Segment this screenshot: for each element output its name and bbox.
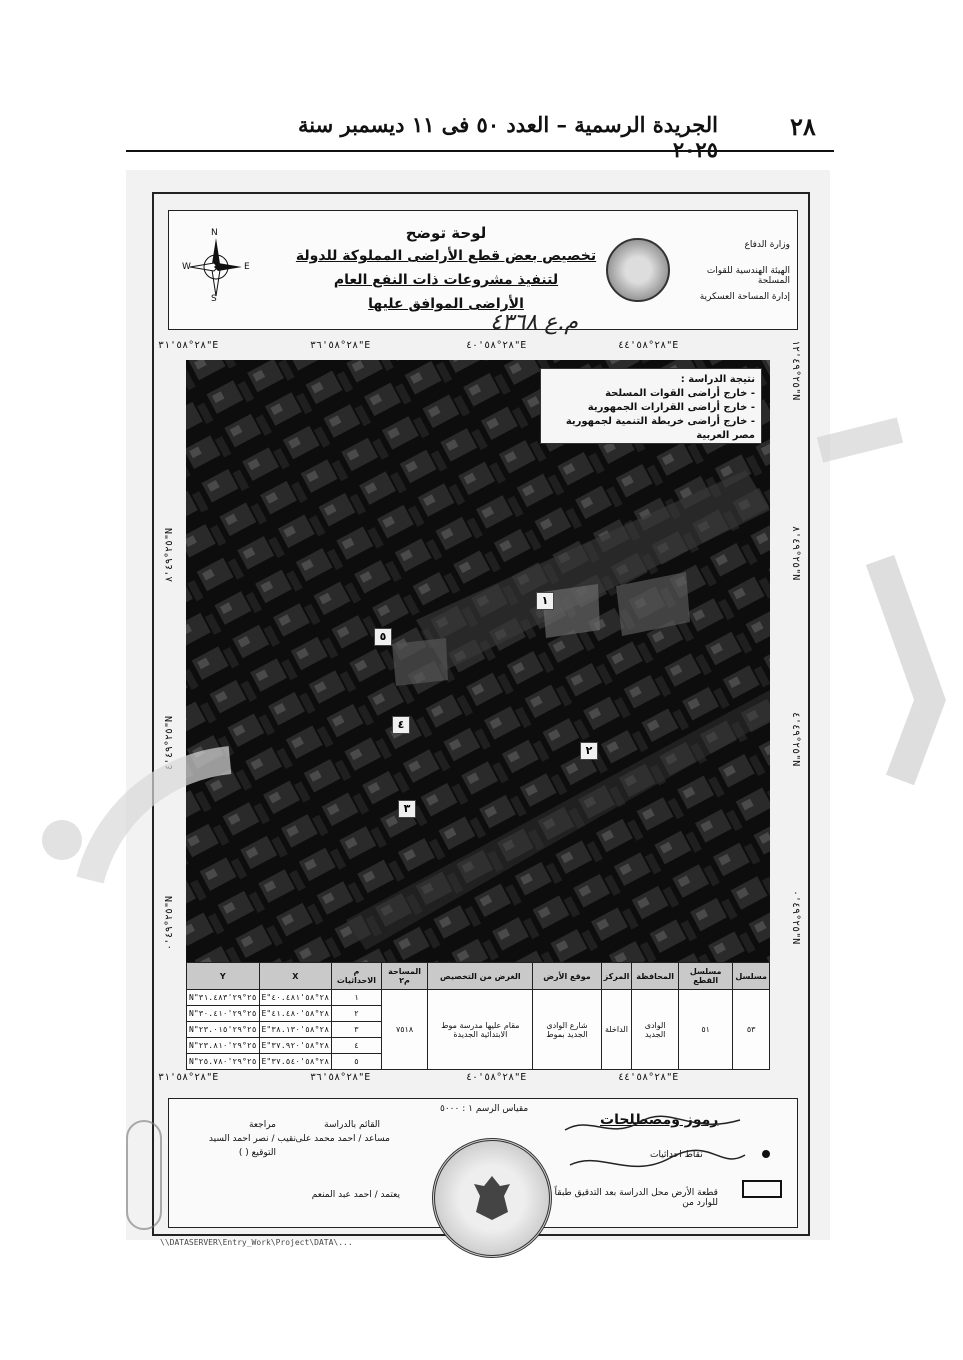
cell-point-no: ٣ — [332, 1022, 382, 1038]
compass-rose-icon — [186, 232, 246, 302]
handwritten-signatures — [560, 1110, 750, 1190]
compass-e: E — [244, 262, 250, 272]
header-rule — [126, 150, 834, 152]
scale-label: مقياس الرسم ١ : ٥٠٠٠ — [440, 1104, 529, 1114]
reviewer-signature: التوقيع ( ) — [238, 1148, 276, 1158]
coord-left-2: ٢٥°٤٩'٤"N — [164, 716, 175, 771]
point-label-1: ١ — [536, 592, 554, 610]
gazette-title: الجريدة الرسمية – العدد ٥٠ فى ١١ ديسمبر سنة ٢٠٢٥ — [298, 112, 718, 162]
cell-x: ٢٨°٥٨'٣٧.٥٤٠"E — [259, 1054, 332, 1070]
cell-y: ٢٥°٢٩'٢٣.٨١٠"N — [187, 1038, 260, 1054]
approver-name: يعتمد / احمد عبد المنعم — [311, 1190, 400, 1200]
th-x: X — [259, 963, 332, 990]
coord-top-4: ٢٨°٥٨'٤٤"E — [618, 340, 679, 351]
cell-governorate: الوادى الجديد — [632, 990, 679, 1070]
side-stamp — [126, 1120, 162, 1230]
title-line-3: الأراضى الموافق عليها — [368, 296, 524, 312]
compass-s: S — [211, 294, 217, 304]
eagle-emblem-icon — [470, 1172, 514, 1224]
cell-y: ٢٥°٢٩'٣١.٤٨٣"N — [187, 990, 260, 1006]
th-coord-no: م الاحداثيات — [332, 963, 382, 990]
cell-x: ٢٨°٥٨'٣٧.٩٢٠"E — [259, 1038, 332, 1054]
th-governorate: المحافظة — [632, 963, 679, 990]
coord-left-1: ٢٥°٤٩'٨"N — [164, 528, 175, 583]
plot-data-table — [186, 962, 770, 1070]
coord-top-2: ٢٨°٥٨'٣٦"E — [310, 340, 371, 351]
org-line-3: إدارة المساحة العسكرية — [699, 292, 790, 302]
study-result-title: نتيجة الدراسة : — [680, 374, 755, 385]
cell-location: شارع الوادى الجديد بموط — [533, 990, 601, 1070]
coord-bottom-1: ٢٨°٥٨'٣١"E — [158, 1072, 219, 1083]
th-location: موقع الأرض — [533, 963, 601, 990]
point-label-3: ٣ — [398, 800, 416, 818]
reviewer-name: نقيب / نصر احمد السيد — [208, 1134, 296, 1144]
title-line-1: تخصيص بعض قطع الأراضى المملوكة للدولة — [295, 248, 597, 264]
point-label-5: ٥ — [374, 628, 392, 646]
th-area: المساحة م٢ — [381, 963, 428, 990]
aerial-texture — [186, 360, 770, 962]
coord-right-4: ٢٥°٤٩'٠"N — [790, 890, 801, 945]
cell-y: ٢٥°٢٩'٣٠.٤١٠"N — [187, 1006, 260, 1022]
cell-x: ٢٨°٥٨'٣٨.١٣٠"E — [259, 1022, 332, 1038]
cell-point-no: ١ — [332, 990, 382, 1006]
th-y: Y — [187, 963, 260, 990]
cell-serial: ٥٣ — [733, 990, 770, 1070]
th-center: المركز — [601, 963, 632, 990]
studied-by-title: القائم بالدراسة — [324, 1120, 380, 1130]
coord-bottom-2: ٢٨°٥٨'٣٦"E — [310, 1072, 371, 1083]
title-line-2: لتنفيذ مشروعات ذات النفع العام — [333, 272, 559, 288]
coord-top-3: ٢٨°٥٨'٤٠"E — [466, 340, 527, 351]
ministry-emblem-icon — [606, 238, 670, 302]
footer-file-path: \\DATASERVER\Entry_Work\Project\DATA\... — [160, 1238, 353, 1247]
cell-plot-serial: ٥١ — [679, 990, 733, 1070]
compass-w: W — [182, 262, 191, 272]
coord-bottom-4: ٢٨°٥٨'٤٤"E — [618, 1072, 679, 1083]
compass-n: N — [211, 228, 218, 238]
coord-left-3: ٢٥°٤٩'٠"N — [164, 896, 175, 951]
cell-x: ٢٨°٥٨'٤٠.٤٨١"E — [259, 990, 332, 1006]
th-purpose: الغرض من التخصيص — [428, 963, 533, 990]
study-result-item-3: - خارج أراضى خريطة التنمية لجمهورية مصر العربية — [565, 416, 755, 441]
table-header-row — [187, 963, 770, 990]
cell-point-no: ٢ — [332, 1006, 382, 1022]
coord-top-1: ٢٨°٥٨'٣١"E — [158, 340, 219, 351]
studier-name: مساعد / احمد محمد على — [295, 1134, 390, 1144]
th-plot-serial: مسلسل القطع — [679, 963, 733, 990]
cell-purpose: مقام عليها مدرسة موط الابتدائية الجديدة — [428, 990, 533, 1070]
cell-point-no: ٥ — [332, 1054, 382, 1070]
coord-right-2: ٢٥°٤٩'٨"N — [790, 526, 801, 581]
org-line-2: الهيئة الهندسية للقوات المسلحة — [706, 266, 790, 286]
cell-area: ٧٥١٨ — [381, 990, 428, 1070]
page-number: ٢٨ — [790, 112, 816, 141]
study-result-item-2: - خارج أراضى القرارات الجمهورية — [587, 402, 755, 413]
handwritten-number: م.ع ٤٣٦٨ — [490, 310, 578, 335]
coordinate-point-icon — [762, 1150, 770, 1158]
legend-title: رموز ومصطلحات — [600, 1112, 719, 1128]
coord-right-3: ٢٥°٤٩'٤"N — [790, 712, 801, 767]
legend-point-label: نقاط احداثيات — [650, 1150, 703, 1160]
aerial-image — [186, 360, 770, 962]
cell-point-no: ٤ — [332, 1038, 382, 1054]
cell-x: ٢٨°٥٨'٤١.٤٨٠"E — [259, 1006, 332, 1022]
cell-y: ٢٥°٢٩'٢٥.٧٨٠"N — [187, 1054, 260, 1070]
org-line-1: وزارة الدفاع — [744, 240, 790, 250]
point-label-2: ٢ — [580, 742, 598, 760]
th-serial: مسلسل — [733, 963, 770, 990]
cell-center: الداخلة — [601, 990, 632, 1070]
point-label-4: ٤ — [392, 716, 410, 734]
coord-bottom-3: ٢٨°٥٨'٤٠"E — [466, 1072, 527, 1083]
coord-right-1: ٢٥°٤٩'١٢"N — [790, 340, 801, 401]
title-heading: لوحة توضح — [405, 224, 487, 242]
study-result-box — [540, 368, 762, 444]
study-result-item-1: - خارج أراضى القوات المسلحة — [605, 388, 755, 399]
reviewer-title: مراجعة — [248, 1120, 276, 1130]
table-row — [187, 990, 770, 1006]
legend-area-label: قطعة الأرض محل الدراسة بعد التدقيق طبقاً للوارد من — [554, 1188, 718, 1208]
cell-y: ٢٥°٢٩'٢٣.٠١٥"N — [187, 1022, 260, 1038]
